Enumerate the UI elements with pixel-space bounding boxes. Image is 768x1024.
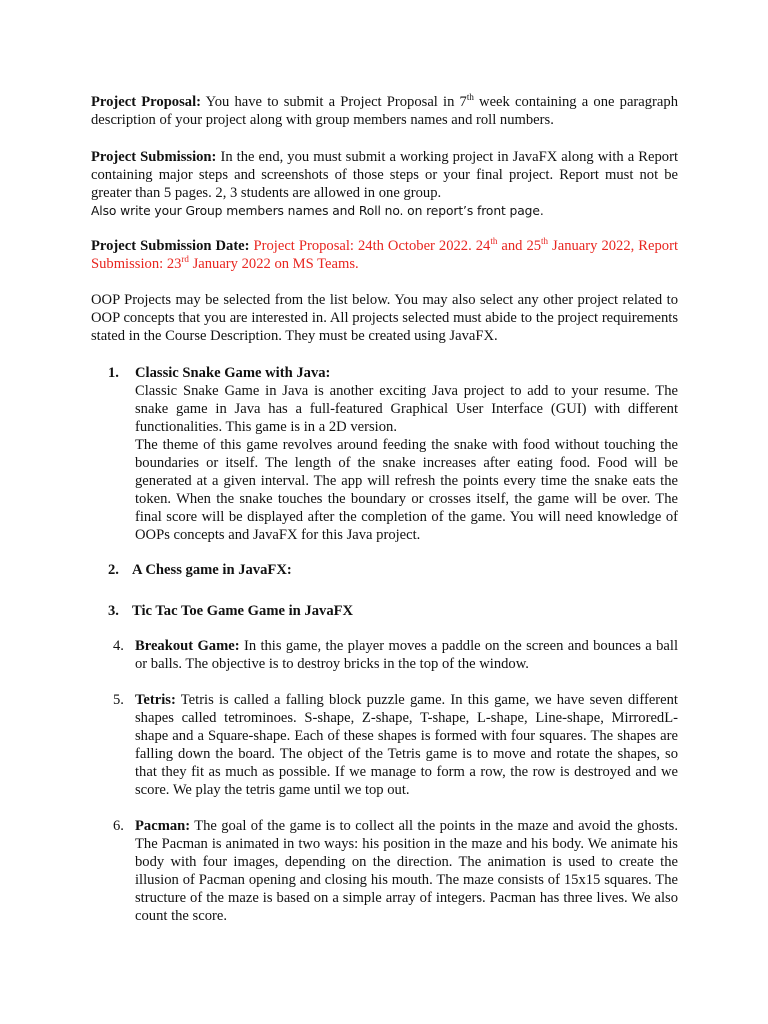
item-number: 4. <box>113 638 124 654</box>
item-description-2: The theme of this game revolves around feeding the snake with food without touching the boundaries or itself. The length of the snake increases after eating food. Food will be generated at a given interval. The app will refresh the points every time the snake eats the token. When the snake touches the boundary or crosses itself, the game will be over. The final score will be displayed after the completion of the game. You will need knowledge of OOPs concepts and JavaFX for this Java project. <box>135 437 678 543</box>
submission-date-paragraph <box>91 237 678 273</box>
intro-paragraph: OOP Projects may be selected from the list below. You may also select any other project related to OOP concepts that you are interested in. All projects selected must abide to the project requirements stated in the Course Description. They must be created using JavaFX. <box>91 292 678 344</box>
project-item-6 <box>113 817 678 925</box>
project-item-3 <box>108 602 678 620</box>
date-sup-2: th <box>541 236 549 247</box>
item-description-1: Classic Snake Game in Java is another exciting Java project to add to your resume. The snake game in Java has a full-featured Graphical User Interface (GUI) with different functionalities. This game is in a 2D version. <box>135 383 678 435</box>
proposal-label: Project Proposal: <box>91 94 201 110</box>
item-title <box>135 364 678 382</box>
item-title-text: Classic Snake Game with Java: <box>135 365 331 381</box>
item-title-text: Tetris: <box>135 692 176 708</box>
item-text: The goal of the game is to collect all the points in the maze and avoid the ghosts. The Pacman is animated in two ways: his position in the maze and his body. We animate his body with four images, depending on the direction. The animation is used to create the illusion of Pacman opening and closing his mouth. The maze consists of 15x15 squares. The structure of the maze is based on a simple array of integers. Pacman has three lives. We also count the score. <box>135 818 678 924</box>
submission-text: In the end, you must submit a working project in JavaFX along with a Report containing major steps and screenshots of those steps or your final project. Report must not be greater than 5 pages. 2, 3 students are allowed in one group. <box>91 149 679 201</box>
item-number: 2. <box>108 562 119 578</box>
date-part-2: and 25 <box>497 238 542 254</box>
item-title-text: A Chess game in JavaFX: <box>132 562 292 578</box>
date-part-4: January 2022 on MS Teams. <box>188 256 359 272</box>
date-label: Project Submission Date: <box>91 238 250 254</box>
item-description <box>135 637 678 673</box>
proposal-text-b: week containing a one paragraph description of your project along with group members names and roll numbers. <box>91 94 678 128</box>
item-title <box>132 561 678 579</box>
proposal-sup: th <box>466 92 474 103</box>
project-item-2 <box>108 561 678 579</box>
item-title-text: Breakout Game: <box>135 638 240 654</box>
item-number: 1. <box>108 365 119 381</box>
item-number: 5. <box>113 692 124 708</box>
submission-label: Project Submission: <box>91 149 217 165</box>
item-number: 6. <box>113 818 124 834</box>
item-text: Tetris is called a falling block puzzle game. In this game, we have seven different shapes called tetrominoes. S-shape, Z-shape, T-shape, L-shape, Line-shape, MirroredL-shape and a Square-shape. Each of these shapes is formed with four squares. The shapes are falling down the board. The object of the Tetris game is to move and rotate the shapes, so that they fit as much as possible. If we manage to form a row, the row is destroyed and we score. We play the tetris game until we top out. <box>135 692 678 798</box>
item-description <box>135 691 678 799</box>
project-proposal-paragraph <box>91 93 678 129</box>
date-sup-3: rd <box>181 254 189 265</box>
proposal-text-a: You have to submit a Project Proposal in 7 <box>201 94 467 110</box>
date-sup-1: th <box>490 236 498 247</box>
item-number: 3. <box>108 603 119 619</box>
item-description <box>135 817 678 925</box>
date-part-1: Project Proposal: 24th October 2022. 24 <box>249 238 491 254</box>
date-part-3: January 2022, Report Submission: 23 <box>91 238 678 272</box>
project-item-5 <box>113 691 678 799</box>
project-submission-paragraph <box>91 148 678 220</box>
item-title-text: Tic Tac Toe Game Game in JavaFX <box>132 603 354 619</box>
project-item-4 <box>113 637 678 673</box>
item-title-text: Pacman: <box>135 818 191 834</box>
project-item-1 <box>108 364 678 544</box>
item-title <box>132 602 678 620</box>
item-text: In this game, the player moves a paddle on the screen and bounces a ball or balls. The objective is to destroy bricks in the top of the window. <box>135 638 679 672</box>
submission-extra: Also write your Group members names and Roll no. on report’s front page. <box>91 204 544 218</box>
